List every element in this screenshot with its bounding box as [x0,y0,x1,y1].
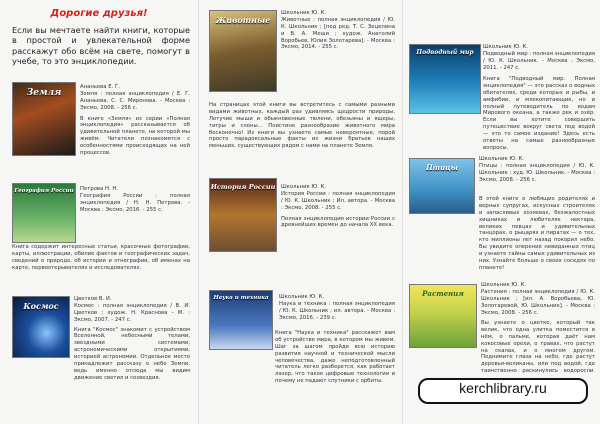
book-desc: В книге «Земля» из серии «Полная энциклопедия» рассказывается об удивительной планете, на которой мы живём. Читатели познакомятся с особенностями происходящих на ней процессов. [80,115,190,156]
cover-title: Земля [26,88,62,98]
book-cover-birds[interactable] [409,158,475,214]
cover-title: Растения [422,289,464,298]
book-desc: Книга "Космос" знакомит с устройством Вселенной, небесными телами, звездными системами, астрономическими открытиями, историей астрономии. Отдельное место принадлежит рассказу о небе Земли, ведь именно отсюда мы видим движение светил и созвездия. [74,326,190,381]
book-cover-space[interactable] [12,296,70,358]
book-entry-science [279,294,395,322]
book-cover-earth[interactable] [12,82,76,156]
book-entry-animals [281,10,395,51]
book-cover-underwater[interactable] [409,44,481,114]
book-cover-plants[interactable] [409,284,477,348]
panel-middle [198,0,403,424]
book-desc-plants: Вы узнаете о цветке, который так велик, что одна улитка поместится в нём, о пальме, которая даёт нам кокосовые орехи, о травах, что растут на скалах, и о многом другом. Поднимите глаза на небо, где растут деревья-великаны, или под водой, где таинственно раскинулись водоросли. [481,320,595,374]
cover-title: Подводный мир [416,49,474,56]
cover-title: Птицы [426,163,458,172]
intro-text: Если вы мечтаете найти книги, которые в простой и увлекательной форме расскажут обо всём на свете, помогут в учебе, то это энциклопедии. [12,25,190,66]
book-author: Школьник Ю. К. [281,10,326,16]
book-desc-birds: В этой книге о любящих родителях и верных супругах, искусных строителях и запасливых хозяевах, безжалостных хищниках и любителях нектара, великих певцах и удивительных танцорах, о рыцарях и пиратах — о тех, кто миллионы лет назад покорил небо. Вы увидите оперение невиданных птиц и узнаете тайны самых удивительных из них. Узнайте больше о своих соседях по планете! [479,196,595,271]
book-author: Петрова Н. Н. [80,186,118,192]
book-record: Земля : полная энциклопедия / Е. Г. Ананьева, С. С. Миронова. - Москва : Эксмо, 2008. - 256 с. [80,90,190,111]
book-desc: Полная энциклопедия истории России с древнейших времен до начала XX века. [281,215,395,229]
book-cover-russia-history[interactable] [209,178,277,252]
book-record: Растения : полная энциклопедия / Ю. К. Школьник ; [ил. А. Воробьева, Ю. Золотаревой, Ю. Школьник]. - Москва : Эксмо, 2008. - 256 с. [481,288,595,316]
book-author: Школьник Ю. К. [281,184,326,190]
book-author: Школьник Ю. К. [483,44,528,50]
cover-title: Наука и техника [213,295,269,301]
book-entry-underwater [483,44,595,72]
book-desc-animals: На страницах этой книги вы встретитесь с самыми разными видами животных, каждый раз удивляясь щедрости природы. Летучие мыши и обыкновенные тюлени, обезьяны и ящеры, тигры и слоны... Поистине разнообразие животного мира бесконечно! Из книги вы узнаете самые невероятные, порой просто парадоксальные факты из жизни братьев наших меньших, существующих рядом с нами на планете Земля. [209,102,395,150]
book-entry-russia-history [281,184,395,229]
book-entry-space [74,296,190,382]
page-title: Дорогие друзья! [50,8,148,19]
book-cover-russia-geography[interactable] [12,183,76,243]
book-desc-underwater: Книга "Подводный мир. Полная энциклопедия" — это рассказ о водных обитателях, среди которых и рыбы, и амфибии, и млекопитающие, но и полный путеводитель по водам Мирового океана, а также рек и озёр. Если вы хотите совершить путешествие вокруг света под водой — это то самое издание! Здесь есть ответы на самые разнообразные вопросы. [483,76,595,151]
book-record: История России : полная энциклопедия / Ю. К. Школьник ; Ил. автора. - Москва : Эксмо, 2008. - 255 с. [281,190,395,211]
panel-left [0,0,198,424]
cover-title: История России [210,183,276,191]
library-url[interactable]: kerchlibrary.ru [459,380,547,396]
book-entry-plants [481,282,595,316]
book-entry-russia-geography [80,186,190,214]
book-author: Школьник Ю. К. [481,282,526,288]
panel-right [402,0,600,424]
book-author: Ананьева Е. Г. [80,84,120,90]
book-record: Наука и техника : полная энциклопедия / Ю. К. Школьник ; ил. автора. - Москва : Эксмо, 2016. - 239 с. [279,300,395,321]
book-record: Птицы : полная энциклопедия / Ю. К. Школьник ; худ. Ю. Школьник. - Москва : Эксмо, 2008. - 256 с. [479,162,595,183]
book-entry-earth [80,84,190,157]
book-record: Подводный мир : полная энциклопедия / Ю. К. Школьник. - Москва : Эксмо, 2011. - 247 с. [483,50,595,71]
cover-title: Животные [215,15,271,25]
book-record: География России : полная энциклопедия / Н. Н. Петрова. - Москва : Эксмо, 2016. - 255 с. [80,192,190,213]
book-entry-birds [479,156,595,184]
book-author: Школьник Ю. К. [279,294,324,300]
cover-title: Космос [23,301,59,311]
book-author: Цветков В. И. [74,296,112,302]
book-desc-science: Книга "Наука и техника" расскажет вам об устройстве мира, в котором мы живем. Шаг за шагом пройдя всю историю развития научной и технической мысли человечества, даже неподготовленный читатель легко разберется, как работает лазер, что такое цифровые технологии и почему не падают спутники с орбиты. [275,330,395,385]
book-record: Космос : полная энциклопедия / В. И. Цветков ; худож. Н. Краснова - М. : Эксмо, 2007. - 247 с. [74,302,190,323]
book-author: Школьник Ю. К. [479,156,524,162]
cover-title: География России [14,188,74,194]
book-cover-animals[interactable] [209,10,277,92]
book-desc-russia-geography: Книга содержит интересные статьи, красочные фотографии, карты, иллюстрации, обилие фактов и географических задач, сведений о природе, об истории и этнографии, об именах на карте, первооткрывателях и исследователях. [12,244,190,271]
book-record: Животные : полная энциклопедия / Ю. К. Школьник ; [под ред. Т. С. Зецепина и В. А. Меши ; худож. Анатолий Воробьев, Юлия Золотарева]. - Москва : Эксмо, 2014. - 255 с. [281,16,395,51]
